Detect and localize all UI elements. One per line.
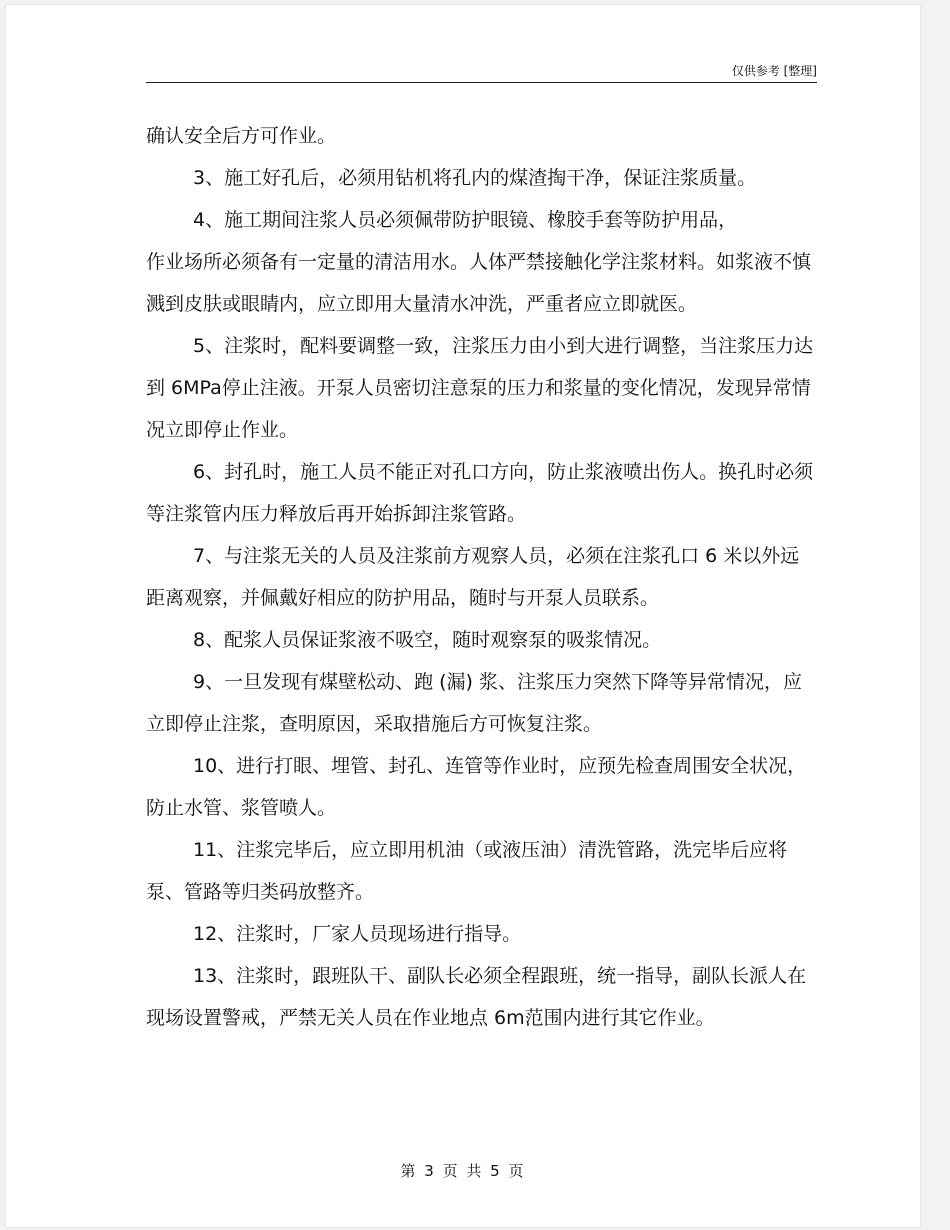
paragraph: 8、配浆人员保证浆液不吸空，随时观察泵的吸浆情况。 bbox=[193, 629, 662, 651]
document-body bbox=[146, 115, 817, 1039]
page-footer bbox=[6, 1160, 920, 1181]
paragraph: 3、施工好孔后，必须用钻机将孔内的煤渣掏干净，保证注浆质量。 bbox=[193, 167, 757, 189]
paragraph: 确认安全后方可作业。 bbox=[146, 125, 337, 147]
page-number-text: 第 3 页 共 5 页 bbox=[400, 1162, 526, 1180]
paragraph: 7、与注浆无关的人员及注浆前方观察人员，必须在注浆孔口 6 米以外远距离观察，并佩戴好相应的防护用品，随时与开泵人员联系。 bbox=[146, 545, 800, 609]
paragraph: 6、封孔时，施工人员不能正对孔口方向，防止浆液喷出伤人。换孔时必须等注浆管内压力释放后再开始拆卸注浆管路。 bbox=[146, 461, 814, 525]
paragraph: 作业场所必须备有一定量的清洁用水。人体严禁接触化学注浆材料。如浆液不慎溅到皮肤或眼睛内，应立即用大量清水冲洗，严重者应立即就医。 bbox=[146, 251, 812, 315]
paragraph: 9、一旦发现有煤壁松动、跑 (漏) 浆、注浆压力突然下降等异常情况，应立即停止注浆，查明原因，采取措施后方可恢复注浆。 bbox=[146, 671, 802, 735]
paragraph: 10、进行打眼、埋管、封孔、连管等作业时，应预先检查周围安全状况，防止水管、浆管喷人。 bbox=[146, 755, 807, 819]
paragraph: 12、注浆时，厂家人员现场进行指导。 bbox=[193, 923, 522, 945]
paragraph: 11、注浆完毕后，应立即用机油（或液压油）清洗管路，洗完毕后应将泵、管路等归类码放整齐。 bbox=[146, 839, 788, 903]
paragraph: 13、注浆时，跟班队干、副队长必须全程跟班，统一指导，副队长派人在现场设置警戒，严禁无关人员在作业地点 6m范围内进行其它作业。 bbox=[146, 965, 807, 1029]
paragraph: 4、施工期间注浆人员必须佩带防护眼镜、橡胶手套等防护用品， bbox=[193, 209, 738, 231]
header-text: 仅供参考 [整理] bbox=[731, 64, 817, 78]
paragraph: 5、注浆时，配料要调整一致，注浆压力由小到大进行调整，当注浆压力达到 6MPa停止注液。开泵人员密切注意泵的压力和浆量的变化情况，发现异常情况立即停止作业。 bbox=[146, 335, 814, 441]
page-header bbox=[146, 65, 817, 83]
document-page bbox=[6, 5, 920, 1227]
